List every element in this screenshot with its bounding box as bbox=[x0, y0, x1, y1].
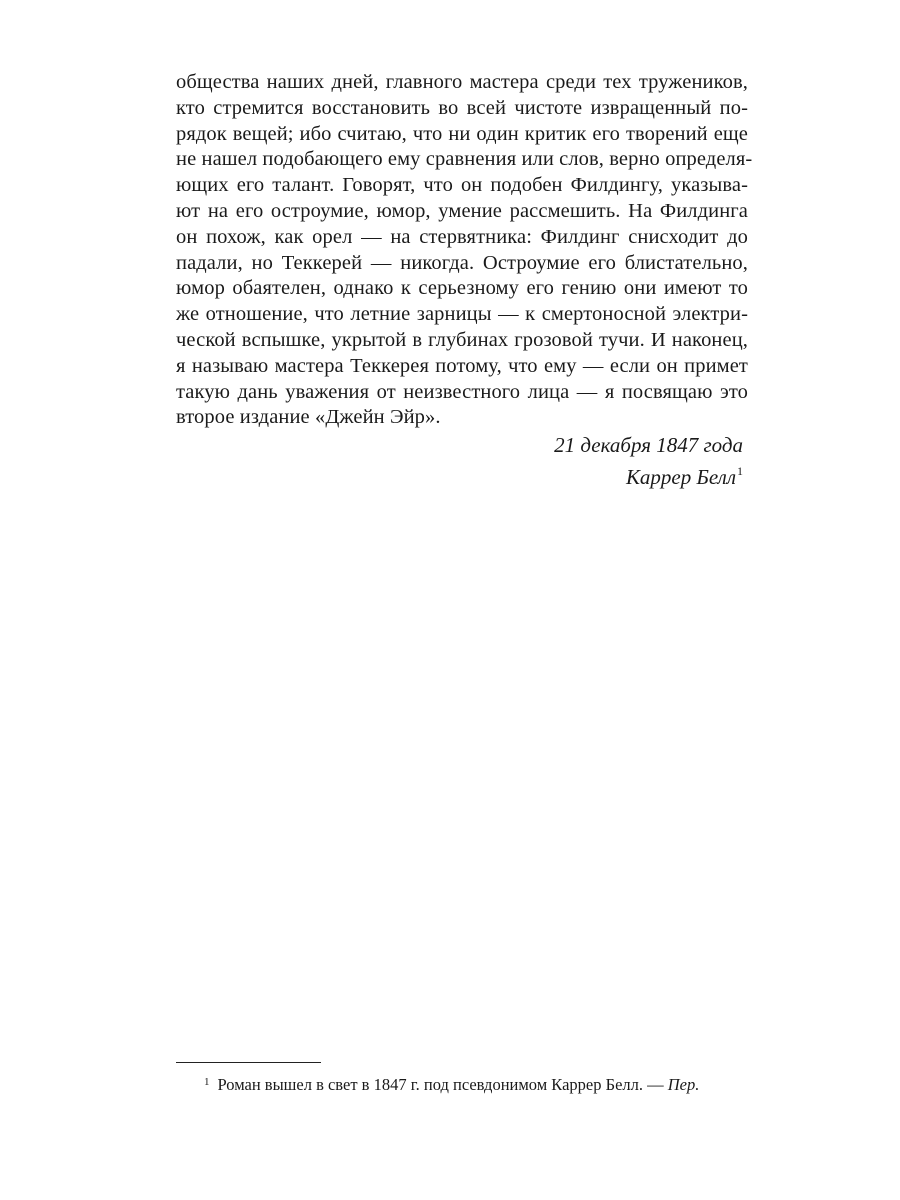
body-line: падали, но Теккерей — никогда. Остроумие его блистательно, bbox=[176, 251, 748, 274]
body-line: не нашел подобающего ему сравнения или слов, верно определя- bbox=[176, 148, 753, 171]
body-line: ческой вспышке, укрытой в глубинах грозовой тучи. И наконец, bbox=[176, 328, 748, 351]
footnote bbox=[204, 1071, 699, 1096]
body-line: рядок вещей; ибо считаю, что ни один критик его творений еще bbox=[176, 122, 748, 145]
signature-author-line bbox=[554, 458, 743, 490]
signature-date: 21 декабря 1847 года bbox=[554, 433, 743, 457]
body-line: я называю мастера Теккерея потому, что ему — если он примет bbox=[176, 354, 748, 377]
body-line: юмор обаятелен, однако к серьезному его гению они имеют то bbox=[176, 277, 748, 300]
body-text bbox=[176, 70, 753, 431]
body-line-last: второе издание «Джейн Эйр». bbox=[176, 406, 441, 429]
body-line: же отношение, что летние зарницы — к смертоносной электри- bbox=[176, 303, 748, 326]
body-line: общества наших дней, главного мастера среди тех тружеников, bbox=[176, 71, 748, 93]
signature-author: Каррер Белл bbox=[625, 465, 736, 489]
body-line: кто стремится восстановить во всей чистоте извращенный по- bbox=[176, 96, 748, 119]
footnote-reference[interactable]: 1 bbox=[737, 464, 743, 478]
footnote-divider bbox=[176, 1062, 321, 1063]
footnote-attribution: Пер. bbox=[667, 1075, 700, 1094]
body-line: такую дань уважения от неизвестного лица — я посвящаю это bbox=[176, 380, 748, 403]
footnote-text: Роман вышел в свет в 1847 г. под псевдонимом Каррер Белл. — bbox=[217, 1075, 664, 1094]
body-line: ют на его остроумие, юмор, умение рассмешить. На Филдинга bbox=[176, 199, 748, 222]
signature-block bbox=[554, 432, 743, 490]
body-line: ющих его талант. Говорят, что он подобен Филдингу, указыва- bbox=[176, 174, 748, 197]
body-line: он похож, как орел — на стервятника: Филдинг снисходит до bbox=[176, 225, 748, 248]
footnote-mark: 1 bbox=[204, 1076, 210, 1088]
